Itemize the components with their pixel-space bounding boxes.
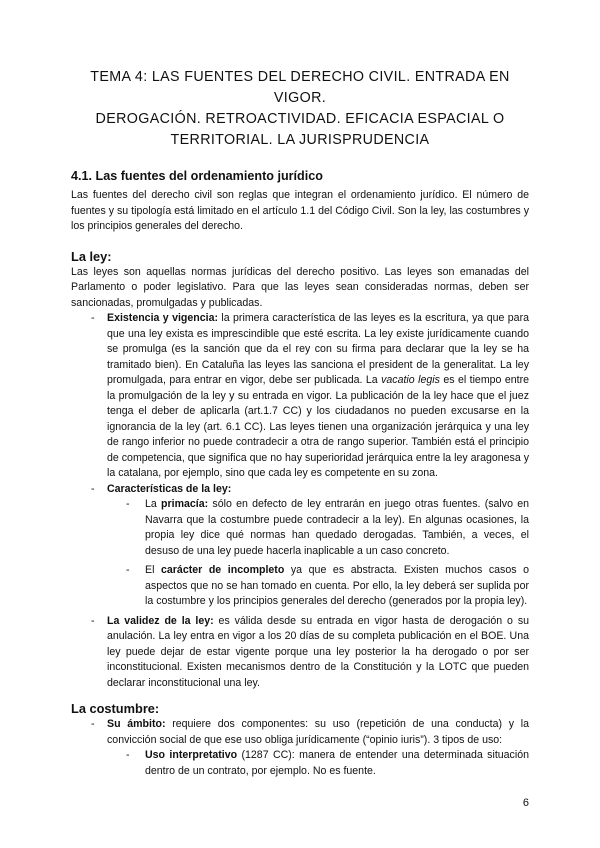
- costumbre-heading: La costumbre:: [71, 701, 160, 716]
- section-heading: 4.1. Las fuentes del ordenamiento jurídico: [71, 169, 323, 183]
- ley-heading: La ley:: [71, 248, 112, 264]
- primacia-prefix: La: [145, 498, 162, 510]
- primacia-text: sólo en defecto de ley entrarán en juego otras fuentes. (salvo en Navarra que la costumbre puede contradecir a la ley). En algunas ocasiones, la propia ley dice qué normas han quedado derogadas. También, a veces, el desuso de una ley puede hacerla inaplicable a un caso concreto.: [145, 498, 529, 557]
- incompleto-text: ya que es abstracta. Existen muchos casos o aspectos que no se han tomado en cuenta. Por ello, la ley deberá ser suplida por la costumbre y los principios generales del derecho (generados por la propia ley).: [145, 564, 529, 607]
- ley-validez-item: [107, 614, 529, 692]
- costumbre-ambito-item: [107, 717, 529, 779]
- section-intro: Las fuentes del derecho civil son reglas que integran el ordenamiento jurídico. El número de fuentes y su tipología está limitado en el artículo 1.1 del Código Civil. Son la ley, las costumbres y los principios generales del derecho.: [71, 189, 529, 232]
- uso-sublist: [107, 748, 529, 779]
- title-line: TEMA 4: LAS FUENTES DEL DERECHO CIVIL. ENTRADA EN VIGOR.: [90, 69, 510, 106]
- ley-list: [71, 311, 529, 691]
- validez-label: La validez de la ley:: [107, 614, 214, 627]
- existencia-text: la primera característica de las leyes es la escritura, ya que para que una ley exista es imprescindible que esté escrita. La ley existe jurídicamente cuando se promulga (es la sanción que da el rey con su firma para declarar que la ley se ha tramitado bien). En Cataluña las leyes las sanciona el president de la generalitat. La ley promulgada, para entrar en vigor, debe ser publicada. La: [107, 312, 529, 386]
- page-number: 6: [522, 797, 529, 809]
- validez-text: es válida desde su entrada en vigor hasta de derogación o su anulación. La ley entra en vigor a los 20 días de su completa publicación en el BOE. Una ley puede dejar de estar vigente porque una ley posterior la ha derogado o por ser inconstitucional. Existen mecanismos dentro de la Constitución y la LOTC que pueden declarar inconstitucional una ley.: [107, 614, 530, 689]
- ley-caracteristicas-item: [107, 482, 529, 610]
- incompleto-label: carácter de incompleto: [161, 564, 285, 576]
- incompleto-item: [145, 563, 529, 610]
- incompleto-prefix: El: [145, 564, 162, 576]
- existencia-label: Existencia y vigencia:: [107, 312, 219, 324]
- vacatio-legis-term: vacatio legis: [381, 374, 440, 386]
- uso-label: Uso interpretativo: [145, 749, 238, 761]
- ambito-label: Su ámbito:: [107, 718, 166, 730]
- ambito-text: requiere dos componentes: su uso (repetición de una conducta) y la convicción social de que ese uso obliga jurídicamente (“opinio iuris”). 3 tipos de uso:: [107, 718, 529, 746]
- uso-text: (1287 CC): manera de entender una determinada situación dentro de un contrato, por ejemplo. No es fuente.: [145, 749, 529, 777]
- existencia-text-cont: es el tiempo entre la promulgación de la ley y su entrada en vigor. La publicación de la ley hace que el juez tenga el deber de aplicarla (art.1.7 CC) y los ciudadanos no pueden excusarse en la ignorancia de la ley (art. 6.1 CC). Las leyes tienen una organización jerárquica y una ley de rango inferior no puede contradecir a otra de rango superior. También está el principio de competencia, que significa que no hay superioridad jerárquica entre la ley aragonesa y la catalana, por ejemplo, sino que cada ley es competente en su zona.: [107, 374, 530, 479]
- title-line: DEROGACIÓN. RETROACTIVIDAD. EFICACIA ESPACIAL O: [95, 111, 505, 127]
- primacia-label: primacía:: [161, 498, 209, 510]
- primacia-item: [145, 497, 529, 559]
- ley-intro: Las leyes son aquellas normas jurídicas del derecho positivo. Las leyes son emanadas del Parlamento o poder legislativo. Para que las leyes sean consideradas normas, deben ser sancionadas, promulgadas y publicadas.: [71, 265, 529, 309]
- ley-existencia-item: [107, 311, 529, 482]
- title-line: TERRITORIAL. LA JURISPRUDENCIA: [170, 132, 430, 148]
- uso-interpretativo-item: [145, 748, 529, 779]
- document-title: [75, 67, 525, 151]
- caracteristicas-label: Características de la ley:: [107, 482, 232, 495]
- caracteristicas-sublist: [107, 497, 529, 610]
- costumbre-list: [71, 717, 529, 779]
